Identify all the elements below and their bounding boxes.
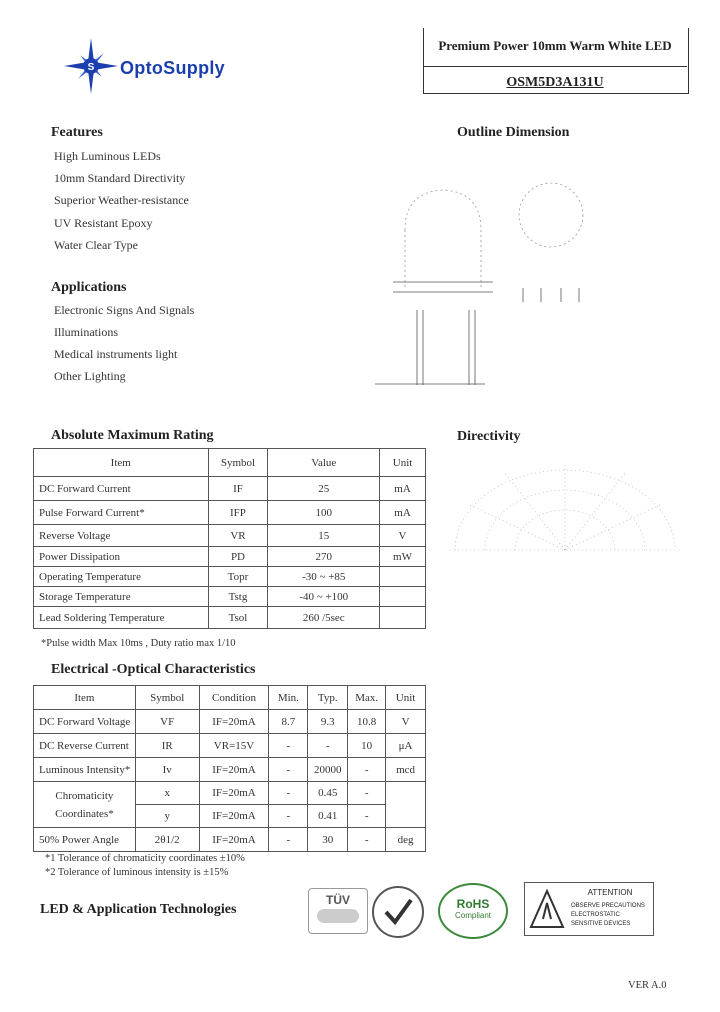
logo-star-icon [58, 36, 128, 96]
rohs-label: RoHS [456, 897, 490, 911]
cell-item: Operating Temperature [34, 567, 209, 587]
cell-unit [380, 567, 426, 587]
table-row [34, 710, 426, 734]
eo-note: *2 Tolerance of luminous intensity is ±15% [45, 867, 229, 878]
cell-unit [386, 782, 426, 828]
rohs-sub-label: Compliant [454, 911, 491, 920]
table-row [34, 501, 426, 525]
cell-condition: IF=20mA [199, 710, 269, 734]
part-number: OSM5D3A131U [506, 75, 604, 90]
cell-condition: IF=20mA [199, 805, 269, 828]
brand-name: OptoSupply [120, 58, 225, 78]
table-header-row [34, 449, 426, 477]
cell-unit: μA [386, 734, 426, 758]
cell-condition: VR=15V [199, 734, 269, 758]
column-header: Symbol [208, 449, 268, 477]
cell-unit [380, 607, 426, 629]
cell-min: - [269, 828, 308, 852]
cell-min: - [269, 782, 308, 805]
cell-typ: - [308, 734, 348, 758]
column-header: Typ. [308, 686, 348, 710]
tuv-label: TÜV [326, 893, 350, 907]
product-title: Premium Power 10mm Warm White LED [438, 38, 672, 53]
outline-drawing [365, 170, 615, 395]
attention-line: SENSITIVE DEVICES [571, 921, 631, 927]
cell-unit: mA [380, 501, 426, 525]
cell-value: 25 [268, 477, 380, 501]
cell-item: Pulse Forward Current* [34, 501, 209, 525]
abs-max-heading: Absolute Maximum Rating [51, 428, 214, 443]
cell-symbol: VF [135, 710, 199, 734]
column-header: Unit [386, 686, 426, 710]
cell-symbol: IR [135, 734, 199, 758]
cell-symbol: 2θ1/2 [135, 828, 199, 852]
feature-item: UV Resistant Epoxy [54, 216, 153, 230]
cell-item: Chromaticity Coordinates* [34, 782, 136, 828]
cell-max: 10 [348, 734, 386, 758]
cell-condition: IF=20mA [199, 782, 269, 805]
cell-min: 8.7 [269, 710, 308, 734]
cell-item: Power Dissipation [34, 547, 209, 567]
tuv-seal-icon [317, 909, 359, 923]
cell-condition: IF=20mA [199, 758, 269, 782]
cell-symbol: IF [208, 477, 268, 501]
table-row [34, 734, 426, 758]
table-row [34, 525, 426, 547]
cell-unit: deg [386, 828, 426, 852]
cell-symbol: Tstg [208, 587, 268, 607]
cell-unit: V [386, 710, 426, 734]
esd-attention-box [524, 882, 654, 936]
cell-typ: 30 [308, 828, 348, 852]
feature-item: Superior Weather-resistance [54, 193, 189, 207]
cell-symbol: IFP [208, 501, 268, 525]
application-item: Medical instruments light [54, 347, 178, 361]
eo-table [33, 685, 426, 852]
table-row [34, 547, 426, 567]
cell-min: - [269, 758, 308, 782]
tuv-badge [308, 888, 368, 934]
column-header: Item [34, 449, 209, 477]
cell-item: Reverse Voltage [34, 525, 209, 547]
cell-symbol: VR [208, 525, 268, 547]
cell-unit: mA [380, 477, 426, 501]
cell-symbol: Tsol [208, 607, 268, 629]
column-header: Unit [380, 449, 426, 477]
cell-min: - [269, 805, 308, 828]
cell-typ: 0.41 [308, 805, 348, 828]
directivity-chart [445, 455, 685, 575]
eo-heading: Electrical -Optical Characteristics [51, 662, 256, 677]
table-row [34, 477, 426, 501]
table-row [34, 567, 426, 587]
application-item: Illuminations [54, 325, 118, 339]
features-heading: Features [51, 125, 103, 140]
cell-max: - [348, 758, 386, 782]
column-header: Condition [199, 686, 269, 710]
table-row [34, 828, 426, 852]
brand-logo [58, 36, 278, 96]
cell-item: Lead Soldering Temperature [34, 607, 209, 629]
cell-symbol: x [135, 782, 199, 805]
cell-symbol: Iv [135, 758, 199, 782]
cell-max: - [348, 828, 386, 852]
cell-max: - [348, 782, 386, 805]
cell-value: 15 [268, 525, 380, 547]
cell-typ: 9.3 [308, 710, 348, 734]
column-header: Value [268, 449, 380, 477]
esd-warning-icon [529, 889, 565, 929]
cell-symbol: y [135, 805, 199, 828]
applications-heading: Applications [51, 280, 127, 295]
abs-max-table [33, 448, 426, 629]
version-label: VER A.0 [628, 980, 667, 991]
feature-item: High Luminous LEDs [54, 149, 161, 163]
cell-unit: mW [380, 547, 426, 567]
cell-value: 100 [268, 501, 380, 525]
abs-max-note: *Pulse width Max 10ms , Duty ratio max 1/10 [41, 638, 236, 649]
cell-condition: IF=20mA [199, 828, 269, 852]
cell-max: - [348, 805, 386, 828]
cell-value: 270 [268, 547, 380, 567]
table-header-row [34, 686, 426, 710]
check-badge-icon [372, 886, 424, 938]
cell-item: Luminous Intensity* [34, 758, 136, 782]
feature-item: 10mm Standard Directivity [54, 171, 186, 185]
cell-value: -40 ~ +100 [268, 587, 380, 607]
table-row [34, 607, 426, 629]
eo-note: *1 Tolerance of chromaticity coordinates ±10% [45, 853, 245, 864]
cell-value: -30 ~ +85 [268, 567, 380, 587]
directivity-heading: Directivity [457, 429, 521, 444]
application-item: Other Lighting [54, 369, 126, 383]
cell-typ: 0.45 [308, 782, 348, 805]
column-header: Item [34, 686, 136, 710]
rohs-badge [438, 883, 508, 939]
cell-unit: V [380, 525, 426, 547]
cell-typ: 20000 [308, 758, 348, 782]
cell-symbol: Topr [208, 567, 268, 587]
table-row [34, 758, 426, 782]
attention-line: OBSERVE PRECAUTIONS [571, 903, 645, 909]
feature-item: Water Clear Type [54, 238, 138, 252]
cell-item: DC Forward Voltage [34, 710, 136, 734]
cell-unit: mcd [386, 758, 426, 782]
table-row [34, 782, 426, 805]
application-item: Electronic Signs And Signals [54, 303, 195, 317]
cell-max: 10.8 [348, 710, 386, 734]
attention-title: ATTENTION [587, 888, 633, 897]
cell-item: DC Reverse Current [34, 734, 136, 758]
cell-min: - [269, 734, 308, 758]
cell-symbol: PD [208, 547, 268, 567]
table-row [34, 587, 426, 607]
column-header: Symbol [135, 686, 199, 710]
cell-item: Storage Temperature [34, 587, 209, 607]
column-header: Max. [348, 686, 386, 710]
column-header: Min. [269, 686, 308, 710]
cell-item: DC Forward Current [34, 477, 209, 501]
attention-line: ELECTROSTATIC [571, 912, 620, 918]
cell-value: 260 /5sec [268, 607, 380, 629]
cell-unit [380, 587, 426, 607]
outline-heading: Outline Dimension [457, 125, 570, 140]
cell-item: 50% Power Angle [34, 828, 136, 852]
svg-text:S: S [87, 62, 95, 73]
header-divider [423, 66, 687, 67]
company-name: LED & Application Technologies [40, 902, 237, 917]
